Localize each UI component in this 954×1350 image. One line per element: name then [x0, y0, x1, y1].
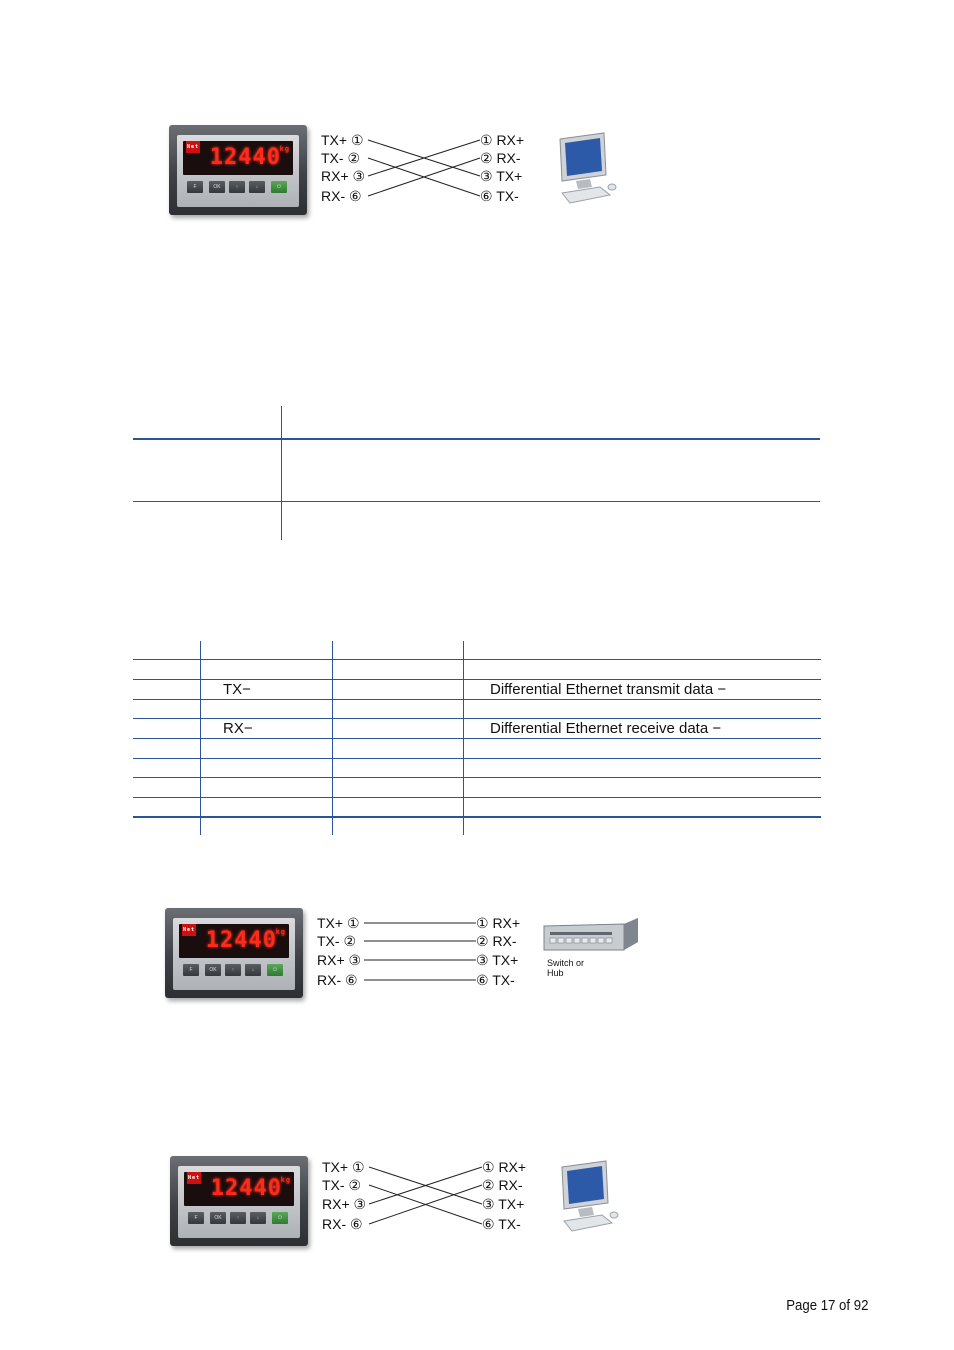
display-value: 12440 [205, 928, 277, 953]
up-key: ↑ [225, 964, 241, 976]
page-number: Page 17 of 92 [785, 1297, 868, 1314]
left-pin-1: TX+ ① [317, 915, 360, 931]
switch-label-line1: Switch or [547, 958, 585, 968]
table-cell-description: Differential Ethernet receive data − [490, 720, 722, 737]
down-key: ↓ [250, 1212, 266, 1224]
display-value: 12440 [209, 145, 281, 170]
right-pin-1: ① RX+ [476, 915, 521, 931]
display-value: 12440 [210, 1176, 282, 1201]
table-cell-description: Differential Ethernet transmit data − [490, 681, 727, 698]
down-key: ↓ [249, 181, 265, 193]
function-key: F [183, 964, 199, 976]
power-key: ⏻ [267, 964, 283, 976]
table-cell-signal: RX− [223, 720, 253, 737]
display-tag: Net [182, 924, 196, 936]
left-pin-3: RX+ ③ [322, 1196, 367, 1212]
display-unit: kg [279, 145, 290, 153]
left-pin-2: TX- ② [321, 150, 360, 166]
table-cell-signal: TX− [223, 681, 251, 698]
right-pin-2: ② RX- [482, 1177, 523, 1193]
right-pin-6: ⑥ TX- [482, 1216, 521, 1232]
left-pin-6: RX- ⑥ [317, 972, 358, 988]
power-key: ⏻ [272, 1212, 288, 1224]
left-pin-6: RX- ⑥ [321, 188, 362, 204]
right-pin-6: ⑥ TX- [480, 188, 519, 204]
ok-key: OK [210, 1212, 226, 1224]
right-pin-2: ② RX- [480, 150, 521, 166]
switch-label-line2: Hub [547, 968, 564, 978]
right-pin-3: ③ TX+ [480, 168, 523, 184]
display-tag: Net [187, 1172, 201, 1184]
left-pin-1: TX+ ① [321, 132, 364, 148]
right-pin-1: ① RX+ [480, 132, 525, 148]
left-pin-2: TX- ② [317, 933, 356, 949]
ok-key: OK [209, 181, 225, 193]
ok-key: OK [205, 964, 221, 976]
up-key: ↑ [230, 1212, 246, 1224]
display-unit: kg [280, 1176, 291, 1184]
function-key: F [187, 181, 203, 193]
computer-monitor-icon [558, 1159, 622, 1235]
function-key: F [188, 1212, 204, 1224]
down-key: ↓ [245, 964, 261, 976]
left-pin-1: TX+ ① [322, 1159, 365, 1175]
right-pin-6: ⑥ TX- [476, 972, 515, 988]
left-pin-6: RX- ⑥ [322, 1216, 363, 1232]
display-tag: Net [186, 141, 200, 153]
right-pin-3: ③ TX+ [476, 952, 519, 968]
power-key: ⏻ [271, 181, 287, 193]
right-pin-3: ③ TX+ [482, 1196, 525, 1212]
left-pin-3: RX+ ③ [321, 168, 366, 184]
left-pin-3: RX+ ③ [317, 952, 362, 968]
display-unit: kg [275, 928, 286, 936]
left-pin-2: TX- ② [322, 1177, 361, 1193]
right-pin-2: ② RX- [476, 933, 517, 949]
right-pin-1: ① RX+ [482, 1159, 527, 1175]
up-key: ↑ [229, 181, 245, 193]
